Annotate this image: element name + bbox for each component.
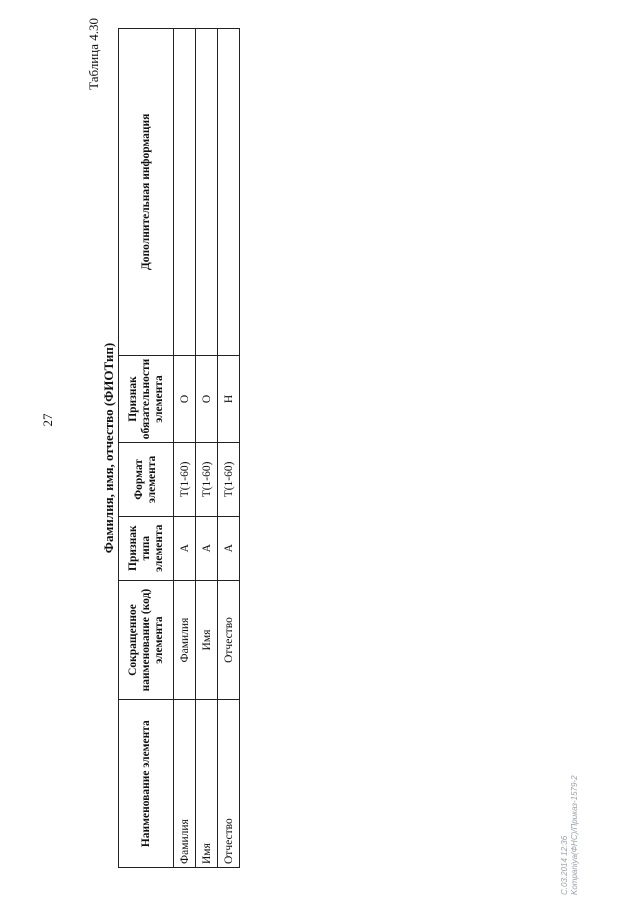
header-required: Признак обязательности элемента xyxy=(119,355,174,443)
cell-short-name: Фамилия xyxy=(174,580,196,700)
cell-format: T(1-60) xyxy=(174,443,196,516)
cell-type: А xyxy=(174,516,196,580)
cell-additional-info xyxy=(196,29,218,356)
cell-element-name: Отчество xyxy=(218,700,240,868)
table-header-row xyxy=(119,29,174,868)
table-title: Фамилия, имя, отчество (ФИОТип) xyxy=(101,342,116,554)
table-row xyxy=(218,29,240,868)
cell-format: T(1-60) xyxy=(196,443,218,516)
cell-type: А xyxy=(196,516,218,580)
cell-format: T(1-60) xyxy=(218,443,240,516)
cell-element-name: Фамилия xyxy=(174,700,196,868)
header-format: Формат элемента xyxy=(119,443,174,516)
table-row xyxy=(174,29,196,868)
cell-required: Н xyxy=(218,355,240,443)
document-stamp xyxy=(560,775,580,895)
header-additional-info: Дополнительная информация xyxy=(119,29,174,356)
header-type: Признак типа элемента xyxy=(119,516,174,580)
header-element-name: Наименование элемента xyxy=(119,700,174,868)
cell-short-name: Имя xyxy=(196,580,218,700)
table-row xyxy=(196,29,218,868)
table-caption: Таблица 4.30 xyxy=(86,18,101,90)
fio-table xyxy=(118,28,240,868)
cell-additional-info xyxy=(174,29,196,356)
cell-required: О xyxy=(196,355,218,443)
page-number: 27 xyxy=(40,413,55,427)
cell-required: О xyxy=(174,355,196,443)
header-short-name: Сокращенное наименование (код) элемента xyxy=(119,580,174,700)
cell-short-name: Отчество xyxy=(218,580,240,700)
cell-additional-info xyxy=(218,29,240,356)
stamp-line-2: Kompaniya(ФНС)/Приказ-1579-2 xyxy=(570,775,579,895)
cell-type: А xyxy=(218,516,240,580)
rotated-table-section xyxy=(86,18,238,868)
stamp-line-1: С.03.2014 12:36 xyxy=(560,835,569,895)
cell-element-name: Имя xyxy=(196,700,218,868)
